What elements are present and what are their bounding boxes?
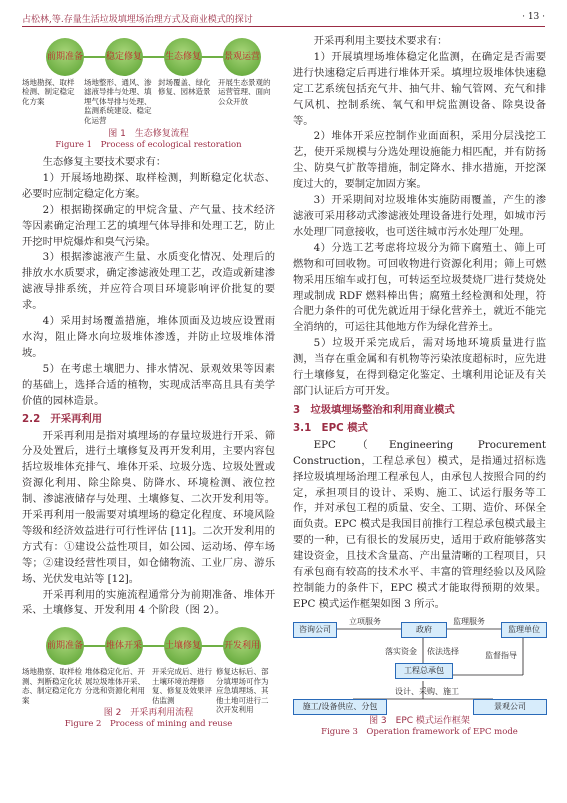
label-build: 设计、采购、施工 [395,686,459,696]
right-column [293,34,546,738]
stage-circle-prep: 前期准备 [46,627,84,665]
figure-3-diagram [293,617,546,713]
figure-2-flow [22,623,275,667]
label-guide: 监督指导 [485,650,517,660]
figure-1 [22,34,275,151]
flow-connector [62,645,242,647]
stage-desc: 开采完成后、进行土壤环境治理修复、修复及效果评估监测 [152,667,212,705]
section-heading: 2.2 开采再利用 [22,412,103,425]
stage-circle-soil: 土壤修复 [164,627,202,665]
stage-desc: 封场覆盖、绿化修复、园林造景 [158,78,211,97]
paragraph: 3）根据渗滤液产生量、水质变化情况、处理后的排放水水质要求，确定渗滤液处理工艺，改造或新建渗滤液导排系统，并应符合项目环境影响评价批复的要求。 [22,251,275,312]
figure-3-caption-en: Figure 3 Operation framework of EPC mode [321,726,518,737]
figure-2-caption: 图 2 开采再利用流程 [103,708,194,719]
box-contractor: 工程总承包 [395,663,453,679]
paragraph: 开采再利用是指对填埋场的存量垃圾进行开采、筛分及处置后，进行土壤修复及再开发利用，主要内容包括垃圾堆体充排气、堆体开采、垃圾分选、垃圾处置或资源化利用、除尘除臭、防降水、环境检测、液位控制、渗滤液储存与处理、土壤修复、二次开发利用等。开采再利用一般需要对填埋场的稳定化程度、环境风险等级和经济效益进行可行性评估 [11]。二次开发利用的方式有：①建设公益性项目，如公园、运动场、停车场等；②建设经营性项目，如仓储物流、工业厂房、游乐场、光伏发电站等 [12]。 [22,429,275,585]
page-number: · 13 · [522,12,545,22]
running-title: 占松林,等.存量生活垃圾填埋场治理方式及商业模式的探讨 [22,15,253,25]
figure-1-flow [22,34,275,78]
stage-circle-stabilize: 稳定修复 [105,38,143,76]
stage-circle-develop: 开发利用 [223,627,261,665]
figure-1-caption-en: Figure 1 Process of ecological restoration [55,140,242,150]
label-approve: 立项服务 [349,616,381,626]
paragraph: 2）根据勘探确定的甲烷含量、产气量、技术经济等因素确定治理工艺的填埋气体导排和处理工艺，防止开挖时甲烷爆炸和臭气污染。 [22,203,275,248]
paragraph: 5）垃圾开采完成后，需对场地环境质量进行监测，当存在重金属和有机物等污染浓度超标时，应先进行土壤修复，在得到稳定化鉴定、土壤利用论证及有关部门认证后方可开发。 [293,337,546,397]
flow-connector [62,56,242,58]
label-select: 依法选择 [427,646,459,656]
figure-1-caption: 图 1 生态修复流程 [108,129,189,139]
subsection-heading: 3.1 EPC 模式 [293,421,368,434]
stage-circle-mining: 堆体开采 [105,627,143,665]
paragraph: 1）开展填埋场堆体稳定化监测，在确定是否需要进行快速稳定后再进行堆体开采。填埋垃圾堆体快速稳定工艺系统包括充气井、抽气井、输气管网、充气和排气风机、控制系统、氧气和甲烷监测设备、除臭设备等。 [293,50,546,127]
stage-desc: 场地勘探、取样检测、制定稳定化方案 [22,78,75,106]
section-heading: 3 垃圾填埋场整治和利用商业模式 [293,403,455,416]
box-landscape: 景观公司 [473,699,547,715]
paragraph: 4）分选工艺考虑将垃圾分为筛下腐殖土、筛上可燃物和可回收物。可回收物进行资源化利用；筛上可燃物采用压缩车或打包，可转运至垃圾焚烧厂进行焚烧处理或制成 RDF 燃料棒出售；腐殖土经检测和处理，符合肥力条件的可优先就近用于绿化营养土，就近不能完全消纳的，可运往其他地方作为绿化营养土。 [293,241,546,334]
figure-3-caption: 图 3 EPC 模式运作框架 [369,715,470,726]
box-supervise: 监理单位 [501,622,547,638]
box-gov: 政府 [401,622,447,638]
stage-circle-eco: 生态修复 [164,38,202,76]
stage-desc: 场地整形、通风、渗滤液导排与处理、填埋气体导排与处理、监测系统建设、稳定化运营 [84,78,152,125]
paragraph: 5）在考虑土壤肥力、排水情况、景观效果等因素的基础上，选择合适的植物，实现成活率高且具有美学价值的园林造景。 [22,362,275,407]
paragraph: 生态修复主要技术要求有： [42,156,167,168]
box-vendor: 施工/设备供应、分包 [293,699,387,715]
running-header [22,12,545,27]
paragraph: 开采再利用的实施流程通常分为前期准备、堆体开采、土壤修复、开发利用 4 个阶段（图 2）。 [22,588,275,617]
stage-desc: 开展生态景观的运营管理、面向公众开放 [218,78,271,106]
paragraph: EPC（Engineering Procurement Construction，工程总承包）模式，是指通过招标选择垃圾填埋场治理工程承包人，由承包人按照合同的约定，承担项目的设计、采购、施工、试运行服务等工作，并对承包工程的质量、安全、工期、造价、环保全面负责。EPC 模式是我国目前推行工程总承包模式最主要的一种，已有很长的发展历史，适用于政府能够落实建设资金，且技术含量高、产出量清晰的工程项目，只有承包商有较高的技术水平、丰富的管理经验以及风险控制能力的条件下，EPC 模式才能取得预期的效果。EPC 模式运作框架如图 3 所示。 [293,438,546,610]
paragraph: 1）开展场地勘探、取样检测，判断稳定化状态、必要时应制定稳定化方案。 [22,171,275,200]
stage-desc: 修复达标后、部分填埋场可作为应急填埋场、其他土地可进行二次开发利用 [216,667,269,714]
label-oversee: 监理服务 [453,616,485,626]
left-column [22,34,275,730]
paragraph: 开采再利用主要技术要求有： [313,35,448,47]
stage-desc: 场地勘察、取样检测、判断稳定化状态、制定稳定化方案 [22,667,82,705]
label-bid: 落实资金 [385,646,417,656]
figure-2 [22,623,275,730]
figure-2-caption-en: Figure 2 Process of mining and reuse [64,719,233,730]
box-consult: 咨询公司 [293,622,337,638]
stage-circle-prep: 前期准备 [46,38,84,76]
stage-desc: 堆体稳定化后、开展垃圾堆体开采、分选和资源化利用 [85,667,145,696]
stage-circle-landscape: 景观运营 [223,38,261,76]
paragraph: 2）堆体开采应控制作业面面积，采用分层浅挖工艺，使开采规模与分选处理设施能力相匹配，并有防扬尘、防臭气扩散等措施，制定降水、排水措施，开挖深度过大的，要制定加固方案。 [293,130,546,191]
paragraph: 3）开采期间对垃圾堆体实施防雨覆盖，产生的渗滤液可采用移动式渗滤液处理设备进行处理，如城市污水处理厂同意接收，也可送往城市污水处理厂处理。 [293,194,546,238]
paragraph: 4）采用封场覆盖措施，堆体顶面及边坡应设置雨水沟，阻止降水向垃圾堆体渗透，并防止垃圾堆体滑坡。 [22,315,275,359]
